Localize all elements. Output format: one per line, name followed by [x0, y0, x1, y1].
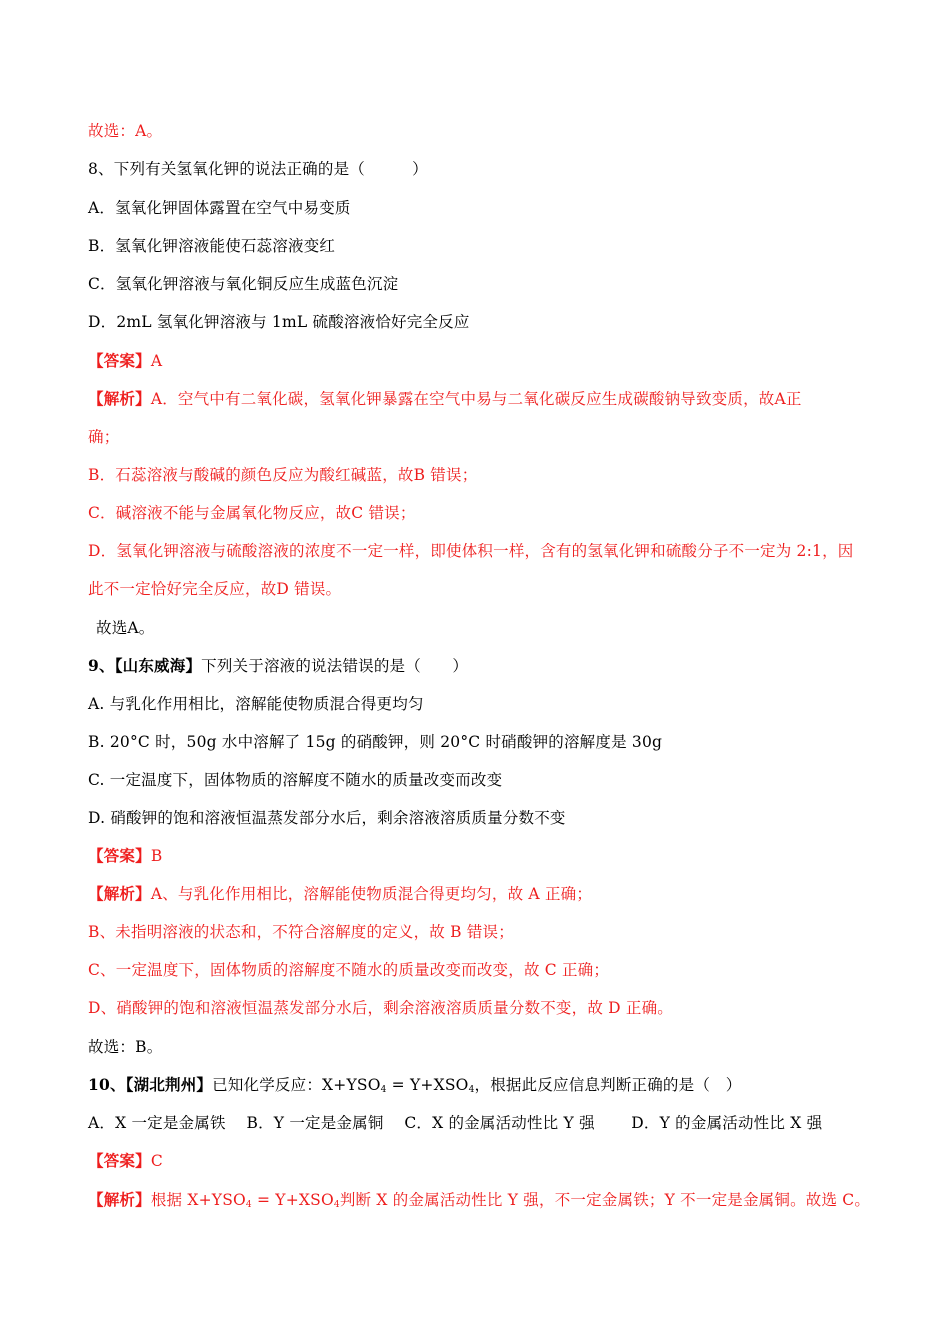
q9-analysis-1: A、与乳化作用相比，溶解能使物质混合得更均匀，故 A 正确； — [150, 885, 593, 903]
q10-analysis-post: 判断 X 的金属活动性比 Y 强，不一定金属铁；Y 不一定是金属铜。故选 C。 — [339, 1191, 871, 1209]
q10-analysis-pre: 根据 X+YSO — [150, 1191, 246, 1209]
q8-stem: 8、下列有关氢氧化钾的说法正确的是（ ） — [88, 160, 428, 178]
q8-answer-line — [88, 350, 890, 372]
q10-number: 10、 — [88, 1075, 126, 1094]
q9-analysis-tag: 【解析】 — [88, 884, 151, 903]
q9-answer: B — [150, 847, 163, 865]
q8-answer-tag: 【答案】 — [88, 351, 151, 370]
q10-stem-sub1: 4 — [380, 1085, 387, 1095]
q9-option-a: A. 与乳化作用相比，溶解能使物质混合得更均匀 — [88, 695, 424, 713]
q8-option-a: A．氢氧化钾固体露置在空气中易变质 — [88, 199, 351, 217]
q9-answer-line — [88, 845, 890, 867]
q9-number: 9、 — [88, 656, 115, 675]
q9-analysis-2: B、未指明溶液的状态和，不符合溶解度的定义，故 B 错误； — [88, 923, 514, 941]
q10-analysis-sub2: 4 — [333, 1200, 340, 1210]
q10-stem-sub2: 4 — [468, 1085, 475, 1095]
q10-analysis-mid: = Y+XSO — [251, 1191, 334, 1209]
q10-stem-line — [88, 1074, 890, 1101]
q9-option-c: C. 一定温度下，固体物质的溶解度不随水的质量改变而改变 — [88, 771, 503, 789]
q10-stem-pre: 已知化学反应：X+YSO — [212, 1076, 381, 1094]
q10-answer-tag: 【答案】 — [88, 1151, 151, 1170]
q10-stem-post: ，根据此反应信息判断正确的是（ ） — [474, 1076, 742, 1094]
q10-answer: C — [150, 1152, 163, 1170]
q8-answer: A — [150, 352, 163, 370]
q9-analysis-4: D、硝酸钾的饱和溶液恒温蒸发部分水后，剩余溶液溶质质量分数不变，故 D 正确。 — [88, 999, 674, 1017]
q9-analysis-3: C、一定温度下，固体物质的溶解度不随水的质量改变而改变，故 C 正确； — [88, 961, 610, 979]
q10-source: 【湖北荆州】 — [125, 1075, 213, 1094]
q10-stem-mid: = Y+XSO — [386, 1076, 469, 1094]
q10-options: A．X 一定是金属铁 B．Y 一定是金属铜 C．X 的金属活动性比 Y 强 D．Y 的金属活动性比 X 强 — [88, 1114, 823, 1132]
q9-conclusion: 故选：B。 — [88, 1038, 163, 1056]
q8-option-c: C．氢氧化钾溶液与氧化铜反应生成蓝色沉淀 — [88, 275, 399, 293]
q8-analysis-line-1 — [88, 388, 890, 410]
q8-option-d: D．2mL 氢氧化钾溶液与 1mL 硫酸溶液恰好完全反应 — [88, 313, 470, 331]
q8-analysis-tag: 【解析】 — [88, 389, 151, 408]
q10-answer-line — [88, 1150, 890, 1172]
q9-analysis-line-1 — [88, 883, 890, 905]
q8-analysis-3: C．碱溶液不能与金属氧化物反应，故C 错误； — [88, 504, 416, 522]
q8-analysis-1a: A．空气中有二氧化碳，氢氧化钾暴露在空气中易与二氧化碳反应生成碳酸钠导致变质，故A正 — [150, 390, 802, 408]
prev-conclusion: 故选：A。 — [88, 122, 163, 140]
q10-analysis-sub1: 4 — [245, 1200, 252, 1210]
q9-answer-tag: 【答案】 — [88, 846, 151, 865]
q9-option-b: B. 20°C 时，50g 水中溶解了 15g 的硝酸钾，则 20°C 时硝酸钾的溶解度是 30g — [88, 733, 663, 751]
q9-option-d: D. 硝酸钾的饱和溶液恒温蒸发部分水后，剩余溶液溶质质量分数不变 — [88, 809, 566, 827]
q9-stem-line — [88, 655, 890, 677]
q8-option-b: B．氢氧化钾溶液能使石蕊溶液变红 — [88, 237, 336, 255]
q10-analysis-line — [88, 1189, 890, 1216]
q9-stem: 下列关于溶液的说法错误的是（ ） — [201, 657, 469, 675]
q8-analysis-4b: 此不一定恰好完全反应，故D 错误。 — [88, 580, 342, 598]
q8-analysis-1b: 确； — [88, 428, 120, 446]
q10-analysis-tag: 【解析】 — [88, 1190, 151, 1209]
q9-source: 【山东威海】 — [114, 656, 202, 675]
q8-analysis-2: B．石蕊溶液与酸碱的颜色反应为酸红碱蓝，故B 错误； — [88, 466, 478, 484]
q8-analysis-4a: D．氢氧化钾溶液与硫酸溶液的浓度不一定一样，即使体积一样，含有的氢氧化钾和硫酸分子不一定为 2:1，因 — [88, 542, 854, 560]
q8-conclusion: 故选A。 — [96, 619, 155, 637]
